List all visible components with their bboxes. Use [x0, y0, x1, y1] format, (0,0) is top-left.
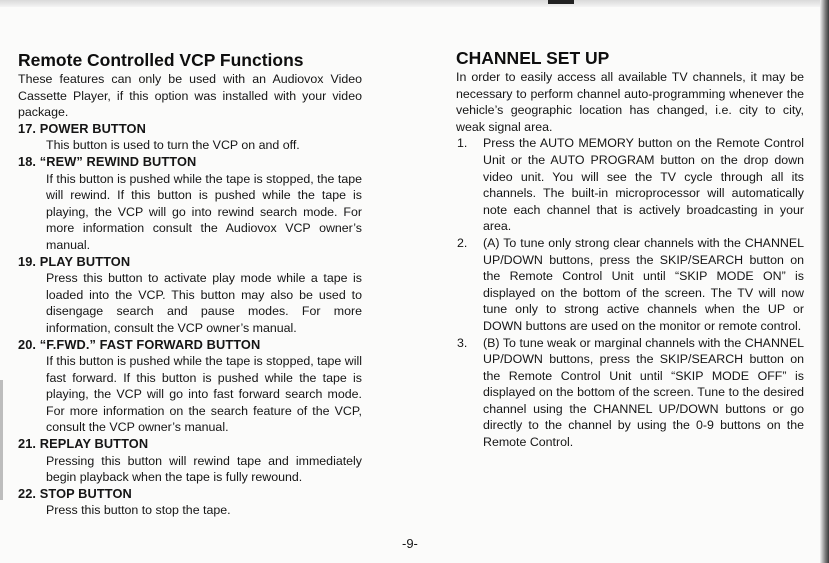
channel-setup-intro: In order to easily access all available TV channels, it may be necessary to perform channel auto-programming whenever the vehicle’s geographic location has changed, i.e. city to city, weak signal area. — [456, 70, 804, 134]
rewind-button-item — [18, 154, 362, 254]
step-item — [456, 335, 804, 451]
fast-forward-button-item — [18, 337, 362, 437]
step-number: 3. — [457, 335, 468, 350]
right-column — [456, 48, 804, 451]
page-number: -9- — [402, 536, 418, 551]
power-button-item — [18, 121, 362, 154]
play-button-item — [18, 254, 362, 337]
item-body: If this button is pushed while the tape is stopped, tape will fast forward. If this button is pushed while the tape is playing, the VCP will go into fast forward search mode. For more information on the search feature of the VCP, consult the VCP owner’s manual. — [46, 354, 362, 435]
item-title: 20. “F.FWD.” FAST FORWARD BUTTON — [18, 336, 261, 352]
step-text: (B) To tune weak or marginal channels with the CHANNEL UP/DOWN buttons, press the SKIP/SEARCH button on the Remote Control Unit until “SKIP MODE OFF” is displayed on the bottom of the screen. Tune to the desired channel using the CHANNEL UP/DOWN buttons or go directly to the channel by using the 0-9 buttons on the Remote Control. — [483, 335, 804, 450]
item-body: Press this button to activate play mode while a tape is loaded into the VCP. This button may also be used to disengage search and pause modes. For more information, consult the VCP owner’s manual. — [46, 271, 362, 335]
stop-button-item — [18, 486, 362, 519]
binding-mark — [548, 0, 574, 4]
page-right-edge-shadow — [820, 0, 829, 563]
item-body: Pressing this button will rewind tape and immediately begin playback when the tape is fully rewound. — [46, 453, 362, 485]
item-body: This button is used to turn the VCP on and off. — [46, 138, 300, 153]
page-top-edge — [0, 0, 829, 7]
item-title: 21. REPLAY BUTTON — [18, 436, 149, 452]
vcp-functions-heading: Remote Controlled VCP Functions — [18, 50, 304, 70]
item-title: 18. “REW” REWIND BUTTON — [18, 153, 197, 169]
step-number: 2. — [457, 235, 468, 250]
step-number: 1. — [457, 136, 468, 151]
step-item — [456, 135, 804, 235]
step-item — [456, 235, 804, 335]
left-column — [18, 50, 362, 519]
vcp-functions-intro: These features can only be used with an Audiovox Video Cassette Player, if this option was installed with your video package. — [18, 72, 362, 120]
step-text: Press the AUTO MEMORY button on the Remote Control Unit or the AUTO PROGRAM button on the drop down video unit. You will see the TV cycle through all its channels. The built-in microprocessor will automatically note each channel that is actively broadcasting in your area. — [483, 136, 804, 234]
replay-button-item — [18, 436, 362, 486]
page-left-edge — [0, 380, 3, 500]
item-body: If this button is pushed while the tape is stopped, the tape will rewind. If this button is pushed while the tape is playing, the VCP will go into rewind search mode. For more information consult the Audiovox VCP owner’s manual. — [46, 171, 362, 252]
item-title: 17. POWER BUTTON — [18, 120, 146, 136]
step-text: (A) To tune only strong clear channels with the CHANNEL UP/DOWN buttons, press the SKIP/SEARCH button on the Remote Control Unit until “SKIP MODE ON” is displayed on the bottom of the screen. The TV will now tune only to strong active channels when the UP or DOWN buttons are used on the monitor or remote control. — [483, 235, 804, 333]
channel-setup-steps — [456, 135, 804, 450]
item-title: 22. STOP BUTTON — [18, 485, 132, 501]
item-title: 19. PLAY BUTTON — [18, 253, 131, 269]
item-body: Press this button to stop the tape. — [46, 503, 231, 518]
channel-setup-heading: CHANNEL SET UP — [456, 48, 610, 68]
